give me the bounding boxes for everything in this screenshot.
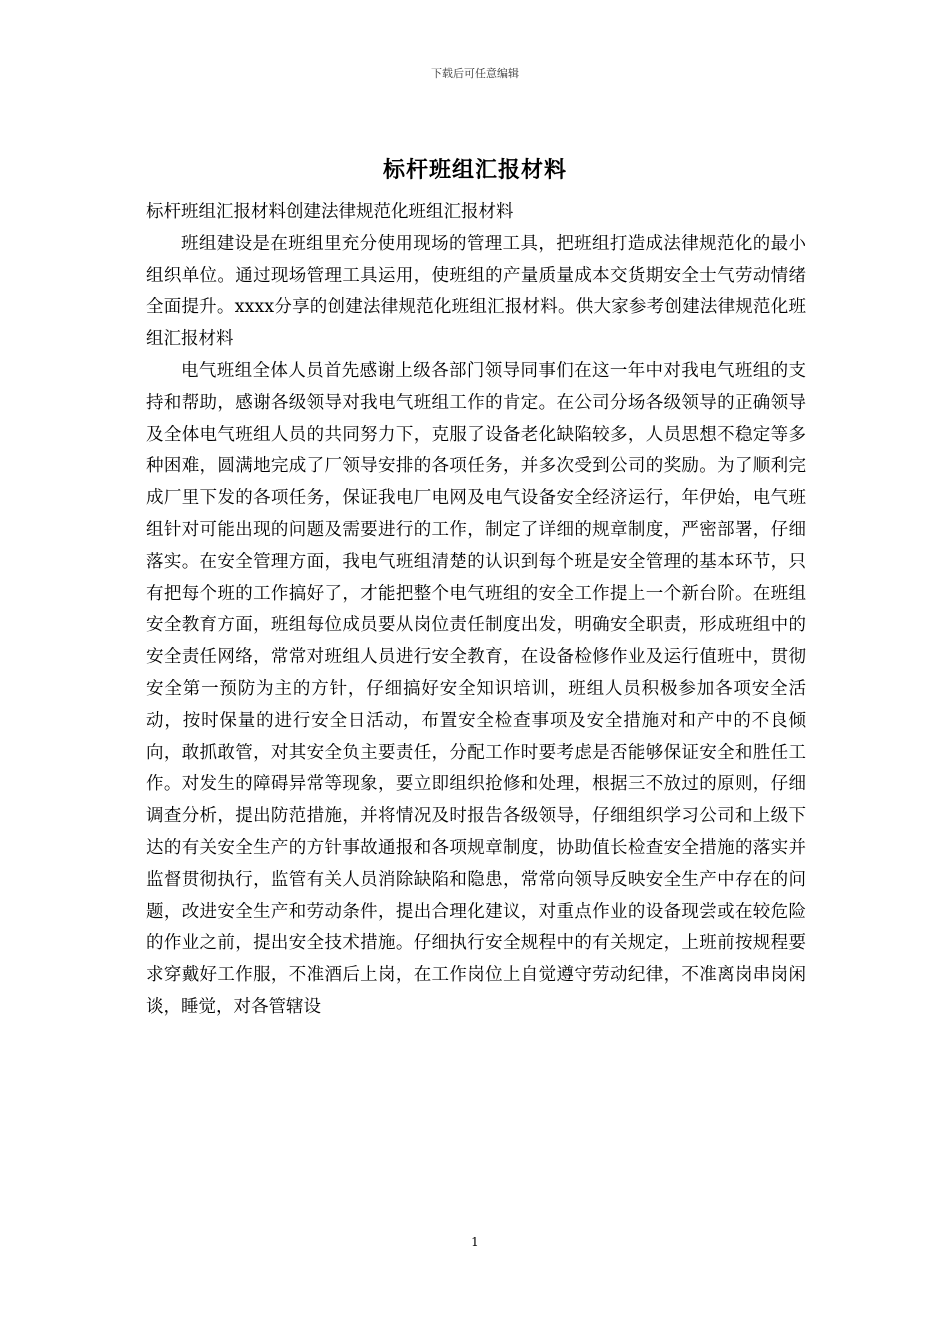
page-header <box>0 66 950 82</box>
document-body <box>146 197 806 1024</box>
document-title: 标杆班组汇报材料 <box>382 157 567 183</box>
header-text: 下载后可任意编辑 <box>431 67 519 80</box>
document-subtitle: 标杆班组汇报材料创建法律规范化班组汇报材料 <box>146 202 514 222</box>
page-number: 1 <box>471 1235 479 1249</box>
body-paragraph-2: 电气班组全体人员首先感谢上级各部门领导同事们在这一年中对我电气班组的支持和帮助，感谢各级领导对我电气班组工作的肯定。在公司分场各级领导的正确领导及全体电气班组人员的共同努力下，克服了设备老化缺陷较多，人员思想不稳定等多种困难，圆满地完成了厂领导安排的各项任务，并多次受到公司的奖励。为了顺利完成厂里下发的各项任务，保证我电厂电网及电气设备安全经济运行，年伊始，电气班组针对可能出现的问题及需要进行的工作，制定了详细的规章制度，严密部署，仔细落实。在安全管理方面，我电气班组清楚的认识到每个班是安全管理的基本环节，只有把每个班的工作搞好了，才能把整个电气班组的安全工作提上一个新台阶。在班组安全教育方面，班组每位成员要从岗位责任制度出发，明确安全职责，形成班组中的安全责任网络，常常对班组人员进行安全教育，在设备检修作业及运行值班中，贯彻安全第一预防为主的方针，仔细搞好安全知识培训，班组人员积极参加各项安全活动，按时保量的进行安全日活动，布置安全检查事项及安全措施对和产中的不良倾向，敢抓敢管，对其安全负主要责任，分配工作时要考虑是否能够保证安全和胜任工作。对发生的障碍异常等现象，要立即组织抢修和处理，根据三不放过的原则，仔细调查分析，提出防范措施，并将情况及时报告各级领导，仔细组织学习公司和上级下达的有关安全生产的方针事故通报和各项规章制度，协助值长检查安全措施的落实并监督贯彻执行，监管有关人员消除缺陷和隐患，常常向领导反映安全生产中存在的问题，改进安全生产和劳动条件，提出合理化建议，对重点作业的设备现尝或在较危险的作业之前，提出安全技术措施。仔细执行安全规程中的有关规定，上班前按规程要求穿戴好工作服，不准酒后上岗，在工作岗位上自觉遵守劳动纪律，不准离岗串岗闲谈，睡觉，对各管辖设 <box>146 360 806 1017</box>
body-paragraph-1: 班组建设是在班组里充分使用现场的管理工具，把班组打造成法律规范化的最小组织单位。通过现场管理工具运用，使班组的产量质量成本交货期安全士气劳动情绪全面提升。xxxx分享的创建法律规范化班组汇报材料。供大家参考创建法律规范化班组汇报材料 <box>146 233 806 350</box>
